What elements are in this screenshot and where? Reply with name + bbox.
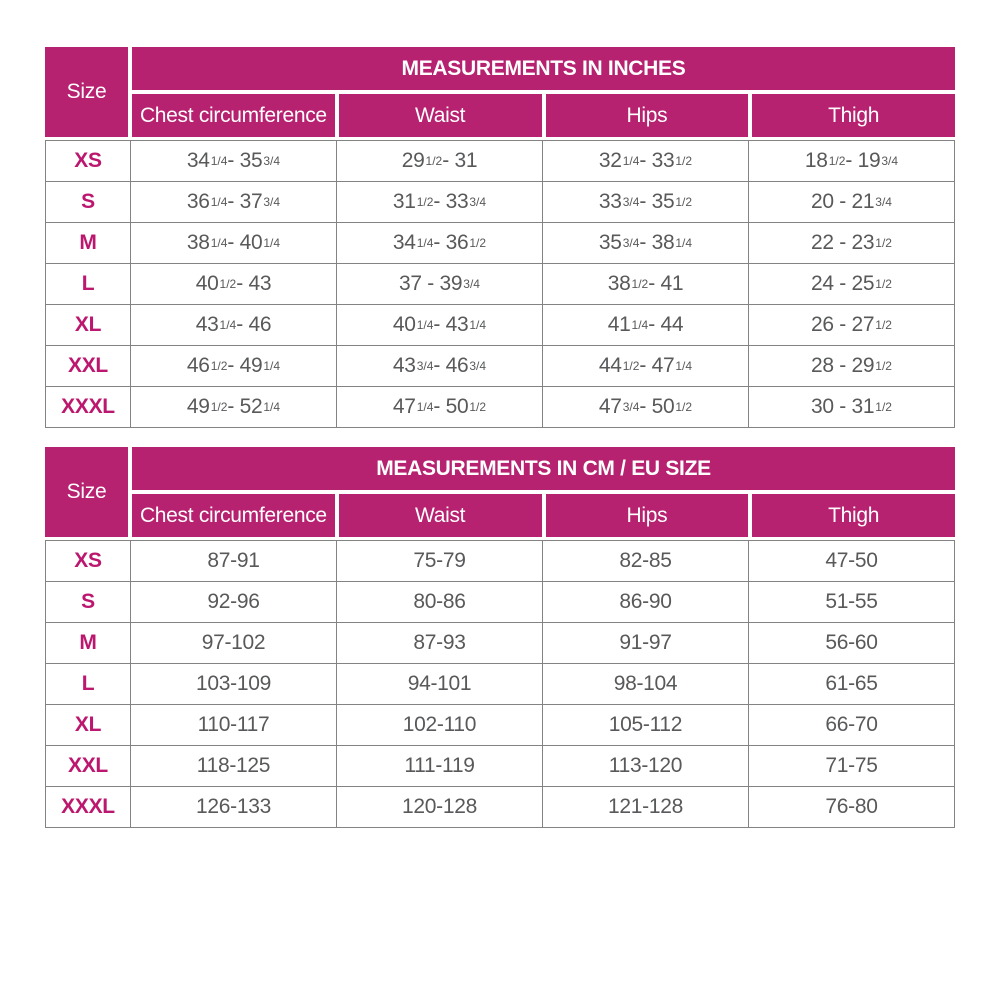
column-header-thigh: Thigh <box>752 94 955 137</box>
measurement-cell: 34 1/4 - 36 1/2 <box>337 223 543 264</box>
column-header-waist: Waist <box>339 94 542 137</box>
measurement-cell: 33 3/4 - 35 1/2 <box>543 182 749 223</box>
size-label-cell: XS <box>46 541 131 582</box>
measurement-cell: 75-79 <box>337 541 543 582</box>
size-label-cell: XL <box>46 705 131 746</box>
measurement-cell: 38 1/4 - 40 1/4 <box>131 223 337 264</box>
measurement-cell: 97-102 <box>131 623 337 664</box>
measurement-cell: 87-91 <box>131 541 337 582</box>
measurement-cell: 118-125 <box>131 746 337 787</box>
measurement-cell: 44 1/2 - 47 1/4 <box>543 346 749 387</box>
measurement-cell: 51-55 <box>749 582 955 623</box>
measurement-cell: 26 - 27 1/2 <box>749 305 955 346</box>
measurement-cell: 126-133 <box>131 787 337 828</box>
measurement-cell: 86-90 <box>543 582 749 623</box>
measurement-cell: 80-86 <box>337 582 543 623</box>
measurement-cell: 38 1/2 - 41 <box>543 264 749 305</box>
size-label-cell: S <box>46 582 131 623</box>
measurement-cell: 43 1/4 - 46 <box>131 305 337 346</box>
column-header-chest-circumference: Chest circumference <box>132 494 335 537</box>
measurement-cell: 47 1/4 - 50 1/2 <box>337 387 543 428</box>
size-label-cell: XXXL <box>46 387 131 428</box>
measurement-cell: 43 3/4 - 46 3/4 <box>337 346 543 387</box>
measurement-cell: 98-104 <box>543 664 749 705</box>
measurement-cell: 34 1/4 - 35 3/4 <box>131 141 337 182</box>
table-title-cm-eu: MEASUREMENTS IN CM / EU SIZE <box>132 447 955 490</box>
size-label-cell: XS <box>46 141 131 182</box>
measurement-cell: 56-60 <box>749 623 955 664</box>
table-title-inches: MEASUREMENTS IN INCHES <box>132 47 955 90</box>
measurement-cell: 82-85 <box>543 541 749 582</box>
measurement-cell: 28 - 29 1/2 <box>749 346 955 387</box>
measurement-cell: 41 1/4 - 44 <box>543 305 749 346</box>
measurement-cell: 105-112 <box>543 705 749 746</box>
measurement-cell: 24 - 25 1/2 <box>749 264 955 305</box>
size-label-cell: L <box>46 264 131 305</box>
measurement-cell: 36 1/4 - 37 3/4 <box>131 182 337 223</box>
measurement-cell: 22 - 23 1/2 <box>749 223 955 264</box>
measurement-cell: 40 1/4 - 43 1/4 <box>337 305 543 346</box>
size-table-inches <box>45 47 955 428</box>
measurement-cell: 110-117 <box>131 705 337 746</box>
column-header-chest-circumference: Chest circumference <box>132 94 335 137</box>
measurement-cell: 18 1/2 - 19 3/4 <box>749 141 955 182</box>
size-label-cell: M <box>46 623 131 664</box>
measurement-cell: 102-110 <box>337 705 543 746</box>
measurement-cell: 47 3/4 - 50 1/2 <box>543 387 749 428</box>
table-header-cm-eu <box>45 447 955 537</box>
measurement-cell: 121-128 <box>543 787 749 828</box>
measurement-cell: 37 - 39 3/4 <box>337 264 543 305</box>
size-label-cell: XXXL <box>46 787 131 828</box>
size-label-cell: M <box>46 223 131 264</box>
measurement-cell: 32 1/4 - 33 1/2 <box>543 141 749 182</box>
column-header-waist: Waist <box>339 494 542 537</box>
measurement-cell: 120-128 <box>337 787 543 828</box>
measurement-cell: 92-96 <box>131 582 337 623</box>
size-label-cell: XXL <box>46 746 131 787</box>
measurement-cell: 94-101 <box>337 664 543 705</box>
size-charts <box>45 47 955 828</box>
measurement-cell: 103-109 <box>131 664 337 705</box>
size-column-header: Size <box>45 447 128 537</box>
measurement-cell: 20 - 21 3/4 <box>749 182 955 223</box>
data-grid-inches <box>45 140 955 428</box>
measurement-cell: 47-50 <box>749 541 955 582</box>
size-label-cell: XXL <box>46 346 131 387</box>
size-label-cell: S <box>46 182 131 223</box>
measurement-cell: 61-65 <box>749 664 955 705</box>
measurement-cell: 66-70 <box>749 705 955 746</box>
column-header-hips: Hips <box>546 94 749 137</box>
measurement-cell: 46 1/2 - 49 1/4 <box>131 346 337 387</box>
measurement-cell: 76-80 <box>749 787 955 828</box>
table-header-inches <box>45 47 955 137</box>
size-table-cm-eu <box>45 447 955 828</box>
measurement-cell: 91-97 <box>543 623 749 664</box>
size-label-cell: XL <box>46 305 131 346</box>
measurement-cell: 30 - 31 1/2 <box>749 387 955 428</box>
size-column-header: Size <box>45 47 128 137</box>
measurement-cell: 49 1/2 - 52 1/4 <box>131 387 337 428</box>
measurement-cell: 31 1/2 - 33 3/4 <box>337 182 543 223</box>
column-header-thigh: Thigh <box>752 494 955 537</box>
size-label-cell: L <box>46 664 131 705</box>
measurement-cell: 35 3/4 - 38 1/4 <box>543 223 749 264</box>
column-header-hips: Hips <box>546 494 749 537</box>
measurement-cell: 71-75 <box>749 746 955 787</box>
measurement-cell: 87-93 <box>337 623 543 664</box>
measurement-cell: 113-120 <box>543 746 749 787</box>
data-grid-cm-eu <box>45 540 955 828</box>
measurement-cell: 29 1/2 - 31 <box>337 141 543 182</box>
measurement-cell: 111-119 <box>337 746 543 787</box>
measurement-cell: 40 1/2 - 43 <box>131 264 337 305</box>
